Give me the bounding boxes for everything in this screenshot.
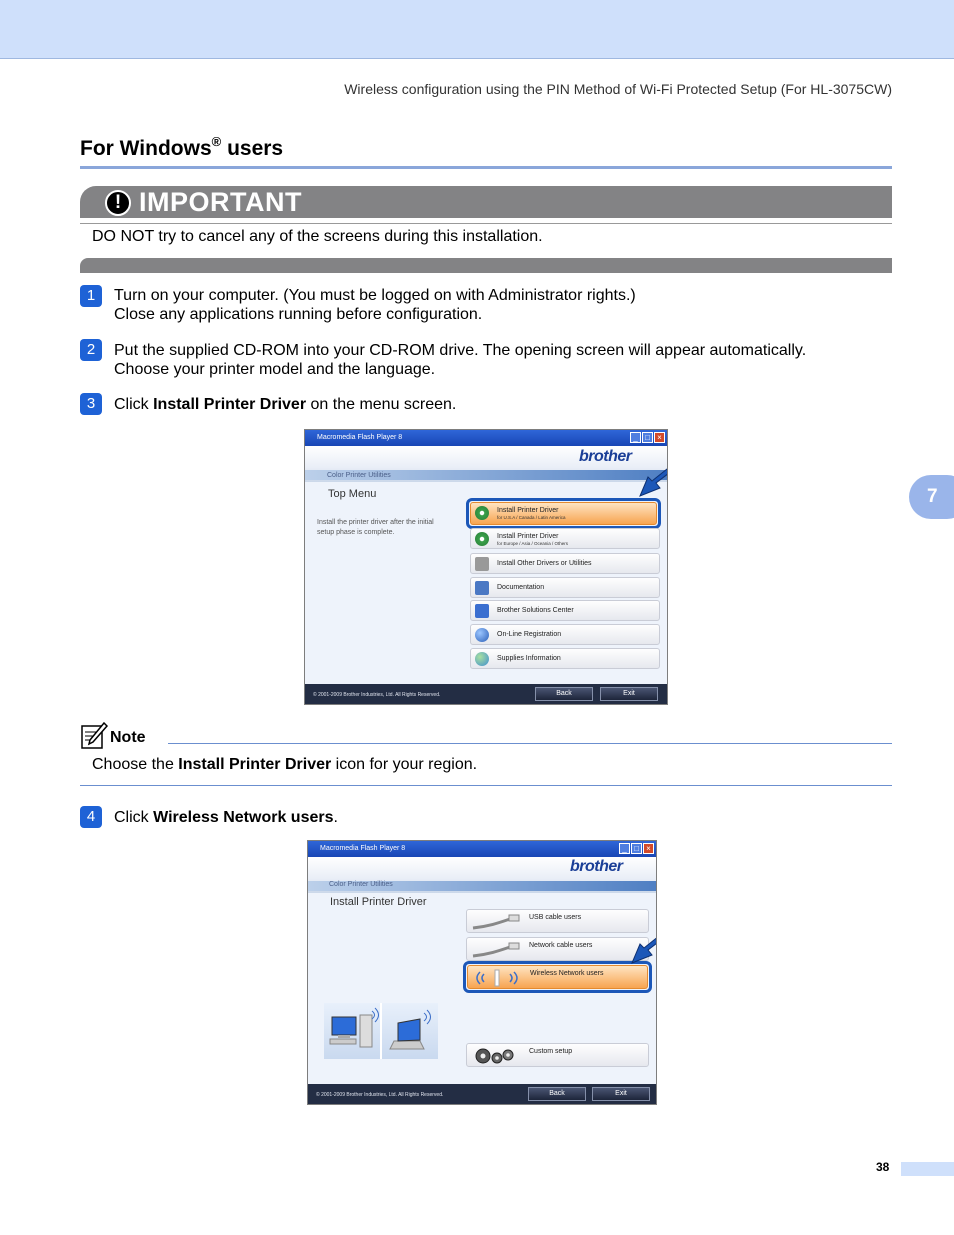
important-divider	[80, 223, 892, 224]
menu-title: Install Printer Driver	[330, 896, 427, 908]
install-printer-driver-americas-button[interactable]	[470, 502, 657, 525]
step-number-2: 2	[80, 339, 102, 361]
menu-item-label: Documentation	[497, 584, 545, 591]
menu-description: Install the printer driver after the initial setup phase is complete.	[317, 519, 434, 536]
step-3-pre: Click	[114, 396, 154, 413]
registered-mark: ®	[211, 134, 222, 149]
running-header: Wireless configuration using the PIN Method of Wi-Fi Protected Setup (For HL-3075CW)	[344, 81, 892, 97]
step-1-line-1: Turn on your computer. (You must be logged on with Administrator rights.)	[114, 287, 636, 304]
menu-item-label: Wireless Network users	[530, 970, 604, 977]
header-band	[0, 0, 954, 59]
note-label: Note	[110, 729, 146, 746]
pointer-arrow-icon	[630, 923, 657, 967]
copyright: © 2001-2009 Brother Industries, Ltd. All Rights Reserved.	[316, 1092, 444, 1098]
menu-item-label: Install Other Drivers or Utilities	[497, 560, 592, 567]
section-title-suffix: users	[221, 137, 284, 160]
note-rule-bottom	[80, 785, 892, 786]
screenshot-top-menu	[304, 429, 668, 705]
exclamation-icon: !	[105, 190, 131, 216]
brother-solutions-center-button[interactable]	[470, 600, 660, 621]
important-text: DO NOT try to cancel any of the screens during this installation.	[92, 228, 543, 245]
brother-logo: brother	[570, 858, 623, 875]
note-pre: Choose the	[92, 756, 179, 773]
page-number: 38	[876, 1160, 890, 1174]
online-registration-button[interactable]	[470, 624, 660, 645]
menu-item-label: Brother Solutions Center	[497, 607, 574, 614]
step-number-4: 4	[80, 806, 102, 828]
window-title: Macromedia Flash Player 8	[308, 841, 656, 857]
category-label: Color Printer Utilities	[329, 881, 393, 888]
brother-logo: brother	[579, 448, 632, 465]
document-icon	[475, 581, 489, 595]
note-pencil-icon	[80, 722, 108, 750]
install-other-drivers-button[interactable]	[470, 553, 660, 574]
menu-item-label: On-Line Registration	[497, 631, 562, 638]
maximize-icon[interactable]: □	[642, 432, 653, 443]
step-4-pre: Click	[114, 809, 154, 826]
menu-title: Top Menu	[328, 488, 377, 500]
network-cable-icon	[471, 942, 521, 958]
step-number-1: 1	[80, 285, 102, 307]
note-rule-top	[168, 743, 892, 744]
step-2-line-2: Choose your printer model and the language.	[114, 360, 436, 378]
cd-icon	[475, 506, 489, 520]
menu-item-sublabel: for Europe / Asia / Oceania / Others	[497, 541, 569, 546]
install-printer-driver-europe-button[interactable]	[470, 528, 660, 549]
step-3-text	[114, 396, 456, 415]
close-icon[interactable]: ×	[654, 432, 665, 443]
computers-icon	[324, 1003, 438, 1059]
documentation-button[interactable]	[470, 577, 660, 598]
menu-item-label: USB cable users	[529, 914, 582, 921]
step-2-line-1: Put the supplied CD-ROM into your CD-ROM drive. The opening screen will appear automatically.	[114, 342, 807, 359]
close-icon[interactable]: ×	[643, 843, 654, 854]
page-tab	[901, 1162, 954, 1176]
chapter-tab: 7	[909, 475, 954, 519]
back-button[interactable]: Back	[535, 687, 593, 701]
globe-icon	[475, 652, 489, 666]
section-title	[80, 134, 283, 161]
supplies-information-button[interactable]	[470, 648, 660, 669]
menu-item-label: Install Printer Driver	[497, 533, 559, 540]
wireless-network-users-button[interactable]	[467, 965, 648, 989]
section-rule	[80, 166, 892, 169]
wireless-computers-illustration	[324, 1003, 438, 1059]
cd-icon	[475, 532, 489, 546]
menu-item-label: Network cable users	[529, 942, 593, 949]
back-button[interactable]: Back	[528, 1087, 586, 1101]
step-3-bold: Install Printer Driver	[153, 396, 307, 413]
section-title-main: For Windows	[80, 137, 212, 160]
minimize-icon[interactable]: _	[619, 843, 630, 854]
globe-icon	[475, 628, 489, 642]
step-3-post: on the menu screen.	[306, 396, 457, 413]
exit-button[interactable]: Exit	[592, 1087, 650, 1101]
screenshot-install-printer-driver	[307, 840, 657, 1105]
step-number-3: 3	[80, 393, 102, 415]
menu-item-sublabel: for U.S.A / Canada / Latin America	[497, 515, 566, 520]
important-title: IMPORTANT	[139, 187, 302, 217]
step-4-post: .	[333, 809, 338, 826]
network-cable-users-button[interactable]	[466, 937, 649, 961]
window-title: Macromedia Flash Player 8	[305, 430, 667, 446]
pointer-arrow-icon	[638, 456, 668, 500]
copyright: © 2001-2009 Brother Industries, Ltd. All Rights Reserved.	[313, 692, 441, 698]
gears-icon	[473, 1047, 517, 1065]
important-footer-bar	[80, 258, 892, 273]
maximize-icon[interactable]: □	[631, 843, 642, 854]
step-1-line-2: Close any applications running before configuration.	[114, 305, 483, 323]
step-4-text	[114, 809, 338, 828]
step-2-text	[114, 342, 806, 379]
exit-button[interactable]: Exit	[600, 687, 658, 701]
category-label: Color Printer Utilities	[327, 472, 391, 479]
usb-cable-icon	[471, 914, 521, 930]
minimize-icon[interactable]: _	[630, 432, 641, 443]
step-1-text	[114, 287, 636, 324]
solutions-icon	[475, 604, 489, 618]
tools-icon	[475, 557, 489, 571]
note-bold: Install Printer Driver	[178, 756, 332, 773]
note-post: icon for your region.	[331, 756, 478, 773]
menu-item-label: Supplies Information	[497, 655, 561, 662]
wireless-signal-icon	[472, 969, 522, 987]
menu-item-label: Custom setup	[529, 1048, 573, 1055]
custom-setup-button[interactable]	[466, 1043, 649, 1067]
note-text	[92, 756, 477, 774]
usb-cable-users-button[interactable]	[466, 909, 649, 933]
step-4-bold: Wireless Network users	[153, 809, 334, 826]
menu-item-label: Install Printer Driver	[497, 507, 559, 514]
